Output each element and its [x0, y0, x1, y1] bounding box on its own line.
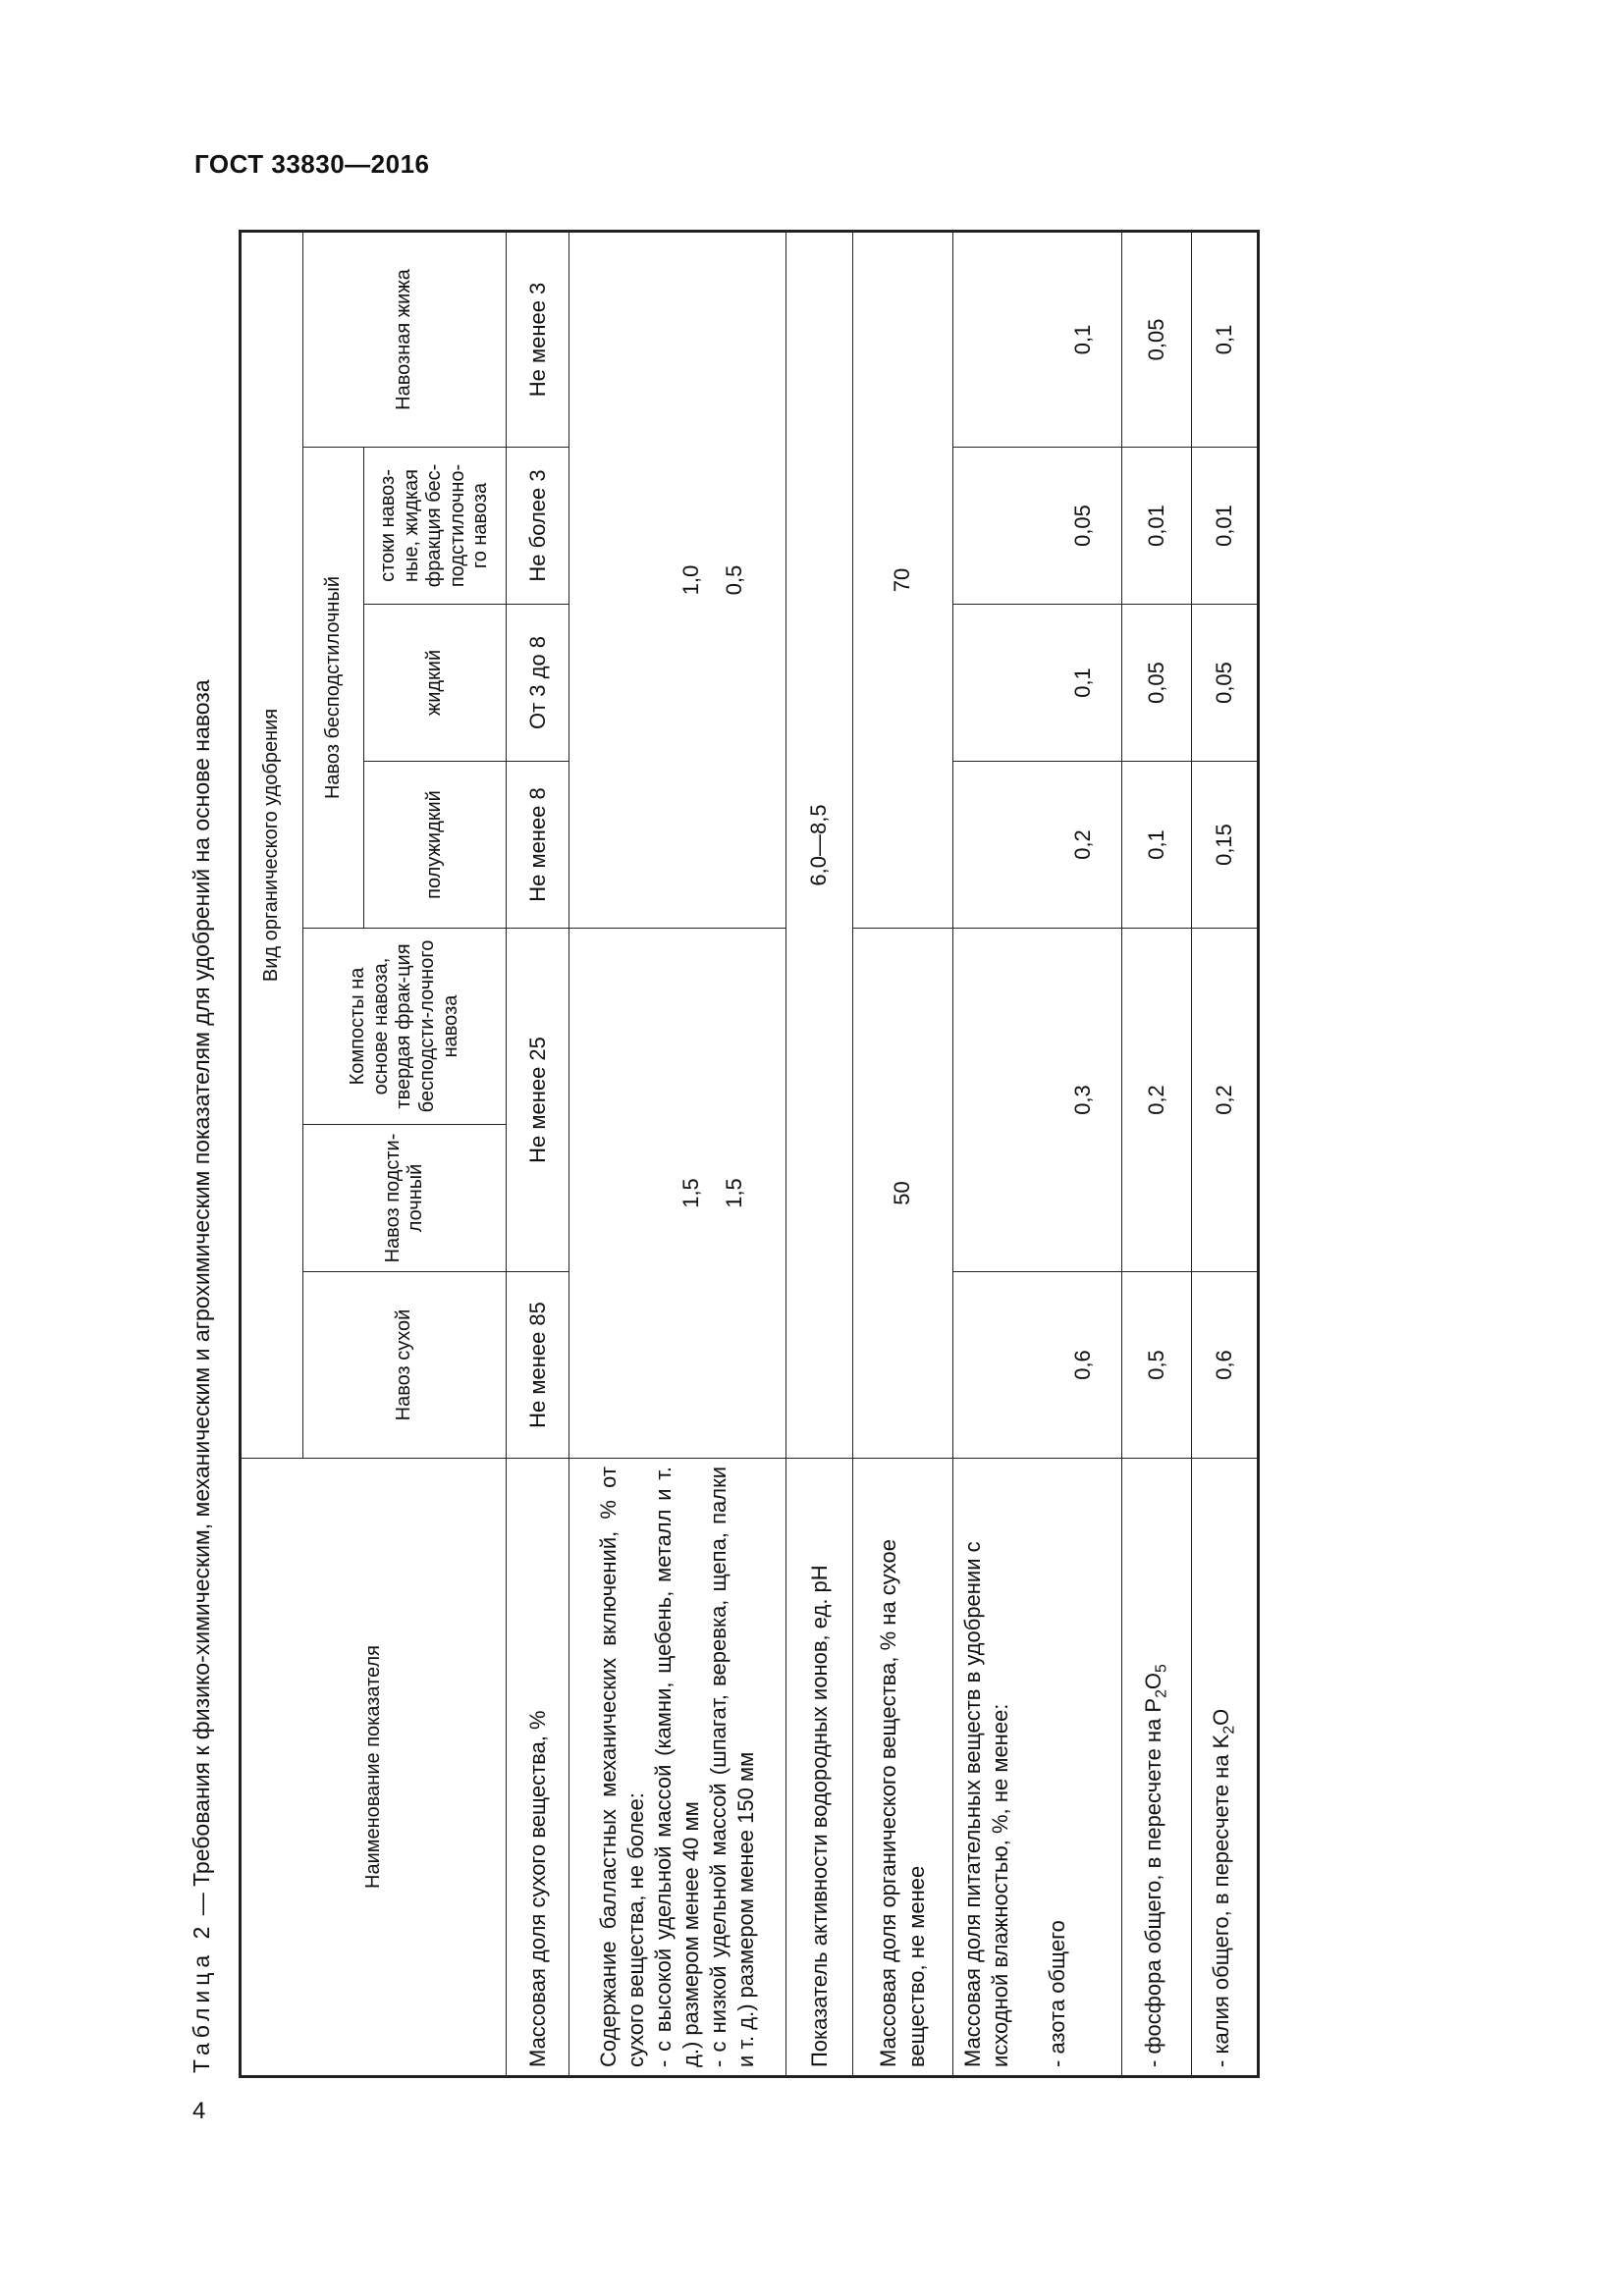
- cell-nitrogen-semi-liquid: 0,2: [952, 762, 1121, 929]
- header-liquid: жидкий: [363, 605, 507, 762]
- table-row: [1121, 231, 1191, 2076]
- cell-inclusions-right-heavy: 1,0: [677, 564, 703, 596]
- cell-dry-matter-dry-manure: Не менее 85: [507, 1272, 569, 1459]
- cell-potassium-effluent: 0,01: [1191, 448, 1258, 605]
- cell-dry-matter-liquid: От 3 до 8: [507, 605, 569, 762]
- inclusions-item-light: - с низкой удельной массой (шпагат, веревка, щепа, палки и т. д.) размером менее 150 мм: [706, 1467, 759, 2067]
- row-nitrogen-name: [952, 1459, 1121, 2077]
- cell-phosphorus-liquid: 0,05: [1121, 605, 1191, 762]
- table-row: [853, 231, 952, 2076]
- table-row: [1191, 231, 1258, 2076]
- cell-phosphorus-dry-manure: 0,5: [1121, 1272, 1191, 1459]
- cell-inclusions-right-light: 0,5: [722, 564, 747, 596]
- cell-inclusions-left: [569, 929, 786, 1459]
- cell-inclusions-right: [569, 231, 786, 928]
- cell-organic-left: 50: [853, 929, 952, 1459]
- requirements-table-rotated: [239, 233, 1260, 2078]
- header-compost: Компосты на основе навоза, твердая фрак-ция бесподсти-лочного навоза: [302, 929, 506, 1125]
- nitrogen-label: - азота общего: [1045, 1920, 1070, 2067]
- caption-text: — Требования к физико-химическим, механическим и агрохимическим показателям для удобрений на основе навоза: [189, 679, 214, 1922]
- header-slurry: Навозная жижа: [302, 231, 506, 447]
- row-dry-matter-name: Массовая доля сухого вещества, %: [507, 1459, 569, 2077]
- cell-phosphorus-semi-liquid: 0,1: [1121, 762, 1191, 929]
- cell-inclusions-left-heavy: 1,5: [677, 1178, 703, 1208]
- requirements-table: [239, 230, 1260, 2078]
- cell-phosphorus-bedding-compost: 0,2: [1121, 929, 1191, 1272]
- potassium-sub-2: 2: [1220, 1725, 1238, 1735]
- header-semi-liquid: полужидкий: [363, 762, 507, 929]
- cell-nitrogen-dry-manure: 0,6: [952, 1272, 1121, 1459]
- row-organic-name: Массовая доля органического вещества, % на сухое вещество, не менее: [853, 1459, 952, 2077]
- cell-potassium-liquid: 0,05: [1191, 605, 1258, 762]
- cell-organic-right: 70: [853, 231, 952, 928]
- table-row: [507, 231, 569, 2076]
- header-fertilizer-type: Вид органического удобрения: [241, 231, 303, 1458]
- potassium-label: - калия общего, в пересчете на K: [1209, 1734, 1234, 2067]
- document-number: ГОСТ 33830—2016: [194, 149, 430, 179]
- cell-potassium-bedding-compost: 0,2: [1191, 929, 1258, 1272]
- cell-inclusions-left-light: 1,5: [722, 1178, 747, 1208]
- header-bedding-manure: Навоз подсти-лочный: [302, 1125, 506, 1272]
- cell-nitrogen-slurry: 0,1: [952, 231, 1121, 447]
- cell-dry-matter-semi-liquid: Не менее 8: [507, 762, 569, 929]
- table-row: [785, 231, 852, 2076]
- potassium-oxygen: O: [1209, 1708, 1234, 1726]
- row-inclusions-name: [569, 1459, 786, 2077]
- cell-dry-matter-effluent: Не более 3: [507, 448, 569, 605]
- inclusions-item-heavy: - с высокой удельной массой (камни, щебень, металл и т. д.) размером менее 40 мм: [651, 1467, 704, 2067]
- table-row: [569, 231, 786, 2076]
- nutrients-heading: Массовая доля питательных веществ в удобрении с исходной влажностью, %, не менее:: [959, 1541, 1012, 2067]
- table-row: [952, 231, 1121, 2076]
- cell-dry-matter-bedding-compost: Не менее 25: [507, 929, 569, 1272]
- cell-phosphorus-slurry: 0,05: [1121, 231, 1191, 447]
- row-phosphorus-name: [1121, 1459, 1191, 2077]
- phosphorus-sub-5: 5: [1153, 1664, 1170, 1673]
- cell-phosphorus-effluent: 0,01: [1121, 448, 1191, 605]
- phosphorus-label: - фосфора общего, в пересчете на P: [1141, 1697, 1166, 2067]
- header-effluent: стоки навоз-ные, жидкая фракция бес-подстилочно-го навоза: [363, 448, 507, 605]
- header-beddingless-manure: Навоз бесподстилочный: [302, 448, 363, 929]
- cell-nitrogen-effluent: 0,05: [952, 448, 1121, 605]
- cell-potassium-slurry: 0,1: [1191, 231, 1258, 447]
- cell-nitrogen-bedding-compost: 0,3: [952, 929, 1121, 1272]
- phosphorus-sub-2: 2: [1153, 1689, 1170, 1698]
- row-potassium-name: [1191, 1459, 1258, 2077]
- cell-nitrogen-liquid: 0,1: [952, 605, 1121, 762]
- phosphorus-oxygen: O: [1141, 1672, 1166, 1690]
- page-number: 4: [192, 2098, 206, 2124]
- cell-potassium-semi-liquid: 0,15: [1191, 762, 1258, 929]
- header-indicator: Наименование показателя: [241, 1459, 507, 2077]
- inclusions-heading: Содержание балластных механических включений, % от сухого вещества, не более:: [595, 1467, 648, 2067]
- caption-label: Таблица 2: [189, 1921, 214, 2073]
- cell-ph-value: 6,0—8,5: [785, 231, 852, 1458]
- cell-dry-matter-slurry: Не менее 3: [507, 231, 569, 447]
- row-ph-name: Показатель активности водородных ионов, ед. рН: [785, 1459, 852, 2077]
- cell-potassium-dry-manure: 0,6: [1191, 1272, 1258, 1459]
- table-caption: [189, 542, 215, 2073]
- header-dry-manure: Навоз сухой: [302, 1272, 506, 1459]
